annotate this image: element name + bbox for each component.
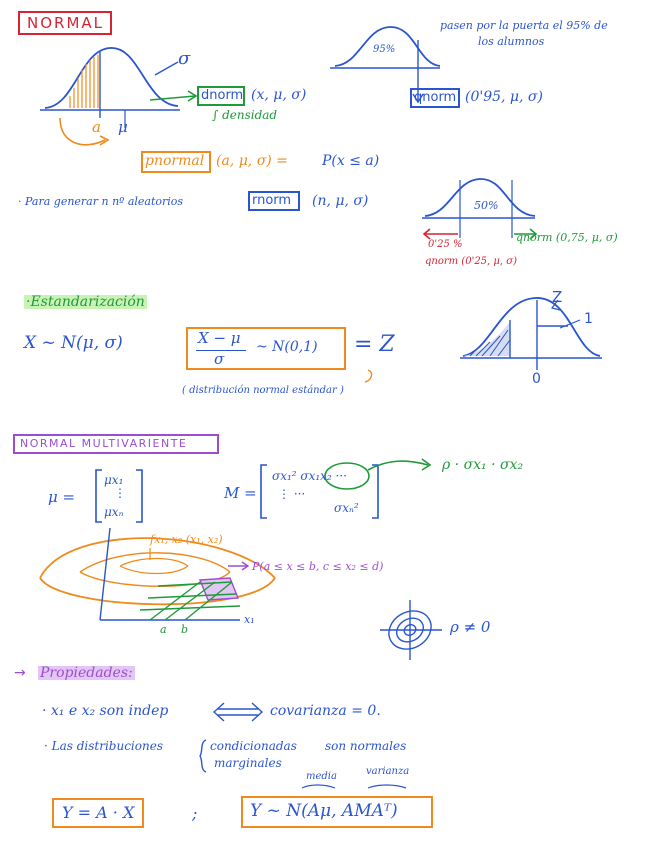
pct-95-label: 95% [373,44,396,55]
brace [200,740,206,772]
marginales-text: marginales [214,756,282,770]
m-matrix-row2: ⋮ ··· [278,487,306,501]
m-matrix-row1: σx₁² σx₁x₂ ··· [272,469,347,483]
generar-text: · Para generar n nº aleatorios [18,195,184,208]
mu-vector-top: μx₁ [104,473,124,487]
varianza-label: varianza [366,766,410,777]
sigma-label: σ [178,48,191,69]
pnormal-result: P(x ≤ a) [322,153,380,169]
a-axis-label: a [160,623,167,636]
pct-50-label: 50% [474,199,499,212]
m-matrix-eq: M = [224,484,257,502]
y-equation: Y = A · X [62,803,135,822]
matrix-brackets [96,459,430,522]
dnorm-func: dnorm [201,88,244,103]
densidad-label: ∫ densidad [212,108,278,122]
a-label: a [92,118,101,136]
rho-neq-label: ρ ≠ 0 [450,618,491,636]
x1-axis-label: x₁ [244,613,255,626]
mu-label: μ [118,118,128,136]
y-distribution: Y ~ N(Aμ, AMAᵀ) [250,801,398,821]
equals-z: = Z [354,332,395,357]
pnormal-func: pnormal [145,153,205,169]
contour-plot [380,600,442,660]
pasen-line-1: pasen por la puerta el 95% de [440,19,608,32]
double-arrow [214,703,262,721]
one-label: 1 [584,311,593,327]
frac-numerator: X − μ [198,329,241,347]
standard-normal-curve [365,298,602,382]
son-normales-text: son normales [325,739,407,753]
rnorm-func: rnorm [252,193,292,208]
condicionadas-text: condicionadas [210,739,297,753]
mu-vector-dots: ⋮ [114,486,126,500]
semicolon: ; [192,804,198,823]
estandarizacion-title: ·Estandarización [26,294,145,310]
pct-25-label: 0'25 % [428,239,463,250]
frac-distribution: ~ N(0,1) [256,339,318,355]
probability-label: P(a ≤ x ≤ b, c ≤ x₂ ≤ d) [252,560,384,573]
pnormal-args: (a, μ, σ) = [216,153,288,169]
normal-title: NORMAL [27,14,105,32]
media-label: media [306,771,337,782]
propiedades-arrow: → [14,665,26,681]
b-axis-label: b [181,623,189,636]
qnorm-args: (0'95, μ, σ) [465,89,543,105]
multivariante-title: NORMAL MULTIVARIENTE [20,437,188,450]
qnorm-75-label: qnorm (0,75, μ, σ) [516,231,618,244]
indep-text: · x₁ e x₂ son indep [42,703,169,719]
dnorm-args: (x, μ, σ) [251,87,307,103]
mu-vector-eq: μ = [48,488,76,506]
qnorm-func: qnorm [414,90,457,105]
x-distribution: X ~ N(μ, σ) [24,333,123,353]
z-label: Z [552,288,563,306]
zero-label: 0 [532,371,541,387]
rho-product: ρ · σx₁ · σx₂ [442,457,524,473]
frac-denominator: σ [214,350,225,368]
distribuciones-text: · Las distribuciones [44,739,163,753]
m-matrix-row3: σxₙ² [334,501,359,515]
mu-vector-bottom: μxₙ [104,505,124,519]
covarianza-text: covarianza = 0. [270,703,381,719]
pasen-line-2: los alumnos [478,35,545,48]
density-label: fx₁, x₂ (x₁, x₂) [150,533,223,546]
rnorm-args: (n, μ, σ) [312,193,369,209]
propiedades-title: Propiedades: [40,665,133,681]
qnorm-25-label: qnorm (0'25, μ, σ) [425,256,517,267]
distribution-note: ( distribución normal estándar ) [182,385,344,396]
